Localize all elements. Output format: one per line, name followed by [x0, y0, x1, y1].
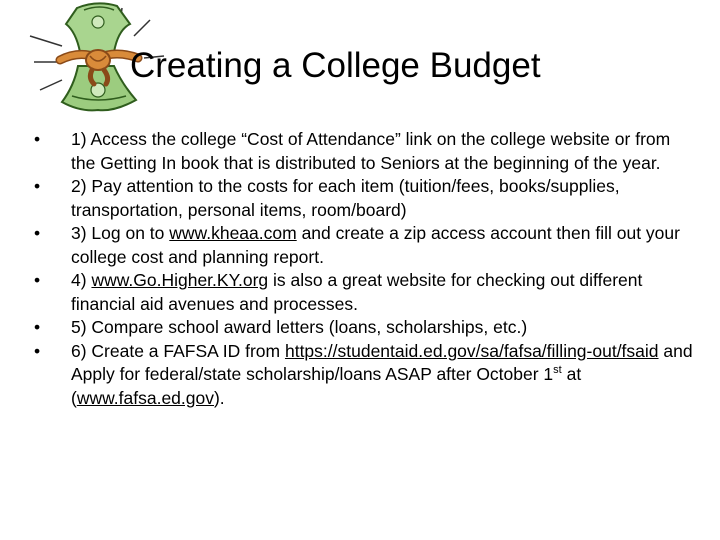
- list-item: [34, 316, 694, 340]
- list-item: [34, 269, 694, 316]
- list-item-text-before: 6) Create a FAFSA ID from: [71, 340, 285, 361]
- list-item: [34, 175, 694, 222]
- list-item: [34, 222, 694, 269]
- bullet-glyph: •: [34, 270, 41, 290]
- list-item-text-after: ).: [213, 387, 225, 408]
- slide-title: Creating a College Budget: [130, 46, 541, 85]
- list-item-text-after: and create a zip access account then fill out your college cost and planning report.: [71, 223, 680, 267]
- list-item-text: 1) Access the college “Cost of Attendance” link on the college website or from the Getting In book that is distributed to Seniors at the beginning of the year.: [71, 129, 671, 173]
- list-item-text-before: 4): [71, 270, 92, 290]
- list-item-text: 5) Compare school award letters (loans, scholarships, etc.): [71, 317, 528, 337]
- kheaa-link[interactable]: www.kheaa.com: [169, 223, 297, 243]
- list-item-text-middle2: at (: [71, 364, 582, 408]
- studentaid-link[interactable]: https://studentaid.ed.gov/sa/fafsa/filling-out/fsaid: [284, 340, 659, 361]
- bullet-glyph: •: [34, 129, 41, 149]
- list-item-text: 2) Pay attention to the costs for each item (tuition/fees, books/supplies, transportation, personal items, room/board): [71, 176, 620, 220]
- bullet-glyph: •: [34, 317, 41, 337]
- list-item-text-after: is also a great website for checking out different financial aid avenues and processes.: [71, 270, 643, 314]
- bullet-glyph: •: [34, 340, 41, 361]
- fafsa-link[interactable]: www.fafsa.ed.gov: [76, 387, 214, 408]
- bullet-list: [34, 128, 694, 410]
- list-item-text-middle: and Apply for federal/state scholarship/loans ASAP after October 1: [71, 340, 693, 384]
- bullet-glyph: •: [34, 176, 41, 196]
- bullet-glyph: •: [34, 223, 41, 243]
- ordinal-suffix: st: [553, 364, 562, 377]
- gohigher-link[interactable]: www.Go.Higher.KY.org: [91, 270, 269, 290]
- list-item: [34, 128, 694, 175]
- list-item-text-before: 3) Log on to: [71, 223, 170, 243]
- list-item: [34, 340, 694, 411]
